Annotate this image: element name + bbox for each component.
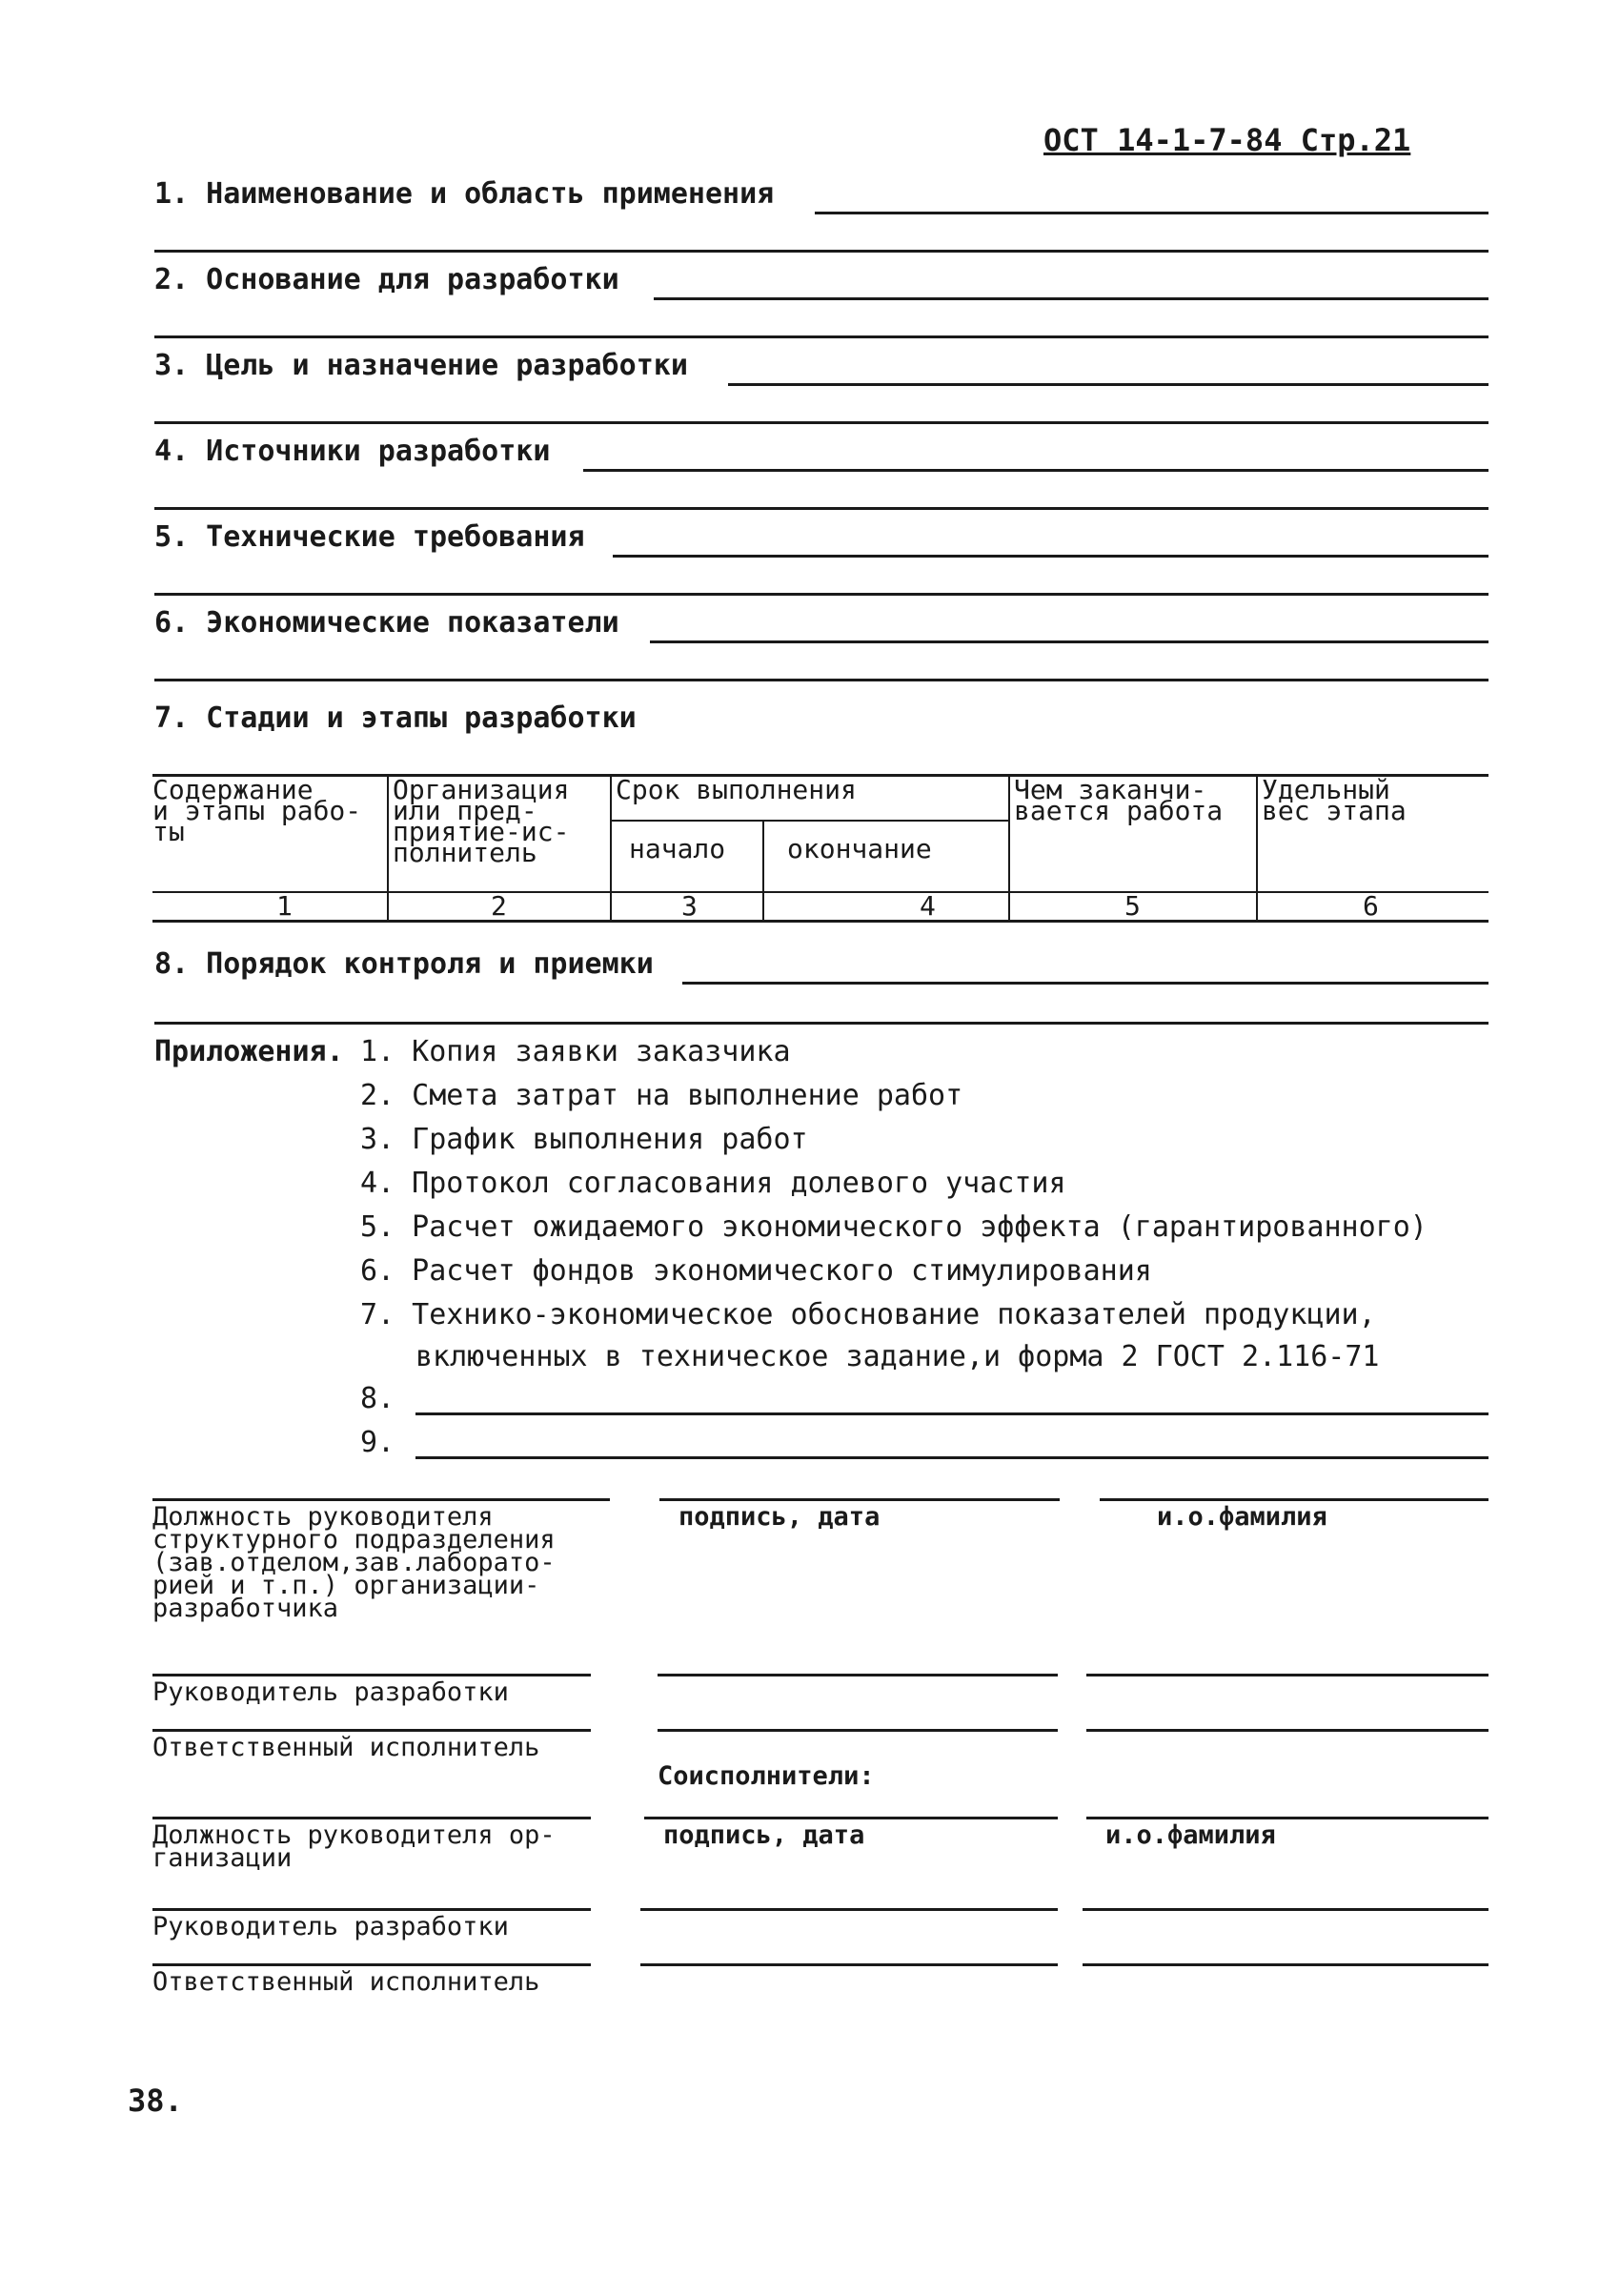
- org-head-label: Должность руководителя ор- ганизации: [152, 1820, 556, 1873]
- section-3-label: 3. Цель и назначение разработки: [154, 349, 688, 382]
- dev-head-label: Руководитель разработки: [152, 1677, 509, 1707]
- col-number-6: 6: [1363, 890, 1379, 922]
- initials-name-caption: и.о.фамилия: [1157, 1502, 1327, 1532]
- table-divider-5: [1256, 774, 1258, 920]
- org-head-top-line: [152, 1817, 591, 1819]
- control-fill-line: [682, 982, 1488, 985]
- table-subheader-line: [610, 820, 1008, 822]
- position-label: Должность руководителя структурного подразделения (зав.отделом,зав.лаборато- рией и т.п.) организации- разработчика: [152, 1502, 556, 1623]
- appendix-item-7: 7. Технико-экономическое обоснование показателей продукции,: [360, 1298, 1376, 1331]
- appendix-item-9-line: [415, 1456, 1488, 1459]
- sign-date-caption: подпись, дата: [678, 1502, 881, 1532]
- dev-head-2-name-line: [1083, 1908, 1488, 1911]
- resp-exec-name-line: [1086, 1729, 1488, 1732]
- section-4-label: 4. Источники разработки: [154, 435, 551, 468]
- dev-head-sign-line: [658, 1674, 1058, 1676]
- control-line-2: [154, 1022, 1488, 1025]
- table-divider-4: [1008, 774, 1010, 920]
- initials-name-caption-2: и.о.фамилия: [1105, 1820, 1276, 1850]
- page-number: 38.: [128, 2083, 183, 2119]
- appendix-item-6: 6. Расчет фондов экономического стимулирования: [360, 1254, 1152, 1288]
- appendix-item-1: 1. Копия заявки заказчика: [360, 1035, 791, 1068]
- table-bottom-border: [152, 920, 1488, 923]
- co-executors-label: Соисполнители:: [658, 1761, 875, 1791]
- dev-head-top-line: [152, 1674, 591, 1676]
- section-5-line-2: [154, 593, 1488, 596]
- section-6-label: 6. Экономические показатели: [154, 606, 619, 640]
- section-5-fill-line: [613, 555, 1488, 558]
- appendix-item-5: 5. Расчет ожидаемого экономического эффекта (гарантированного): [360, 1210, 1428, 1244]
- col-2-header: Организация или пред- приятие-ис- полнитель: [393, 774, 570, 868]
- dev-head-2-label: Руководитель разработки: [152, 1912, 509, 1941]
- section-1-fill-line: [815, 212, 1488, 214]
- section-2-label: 2. Основание для разработки: [154, 263, 619, 296]
- document-code: ОСТ 14-1-7-84 Стр.21: [1043, 122, 1411, 158]
- resp-exec-2-top-line: [152, 1963, 591, 1966]
- table-header-bottom: [152, 891, 1488, 893]
- appendix-item-4: 4. Протокол согласования долевого участия: [360, 1167, 1066, 1200]
- org-sign-top-line: [644, 1817, 1058, 1819]
- sig-date-top-line: [659, 1498, 1060, 1501]
- col-1-header: Содержание и этапы рабо- ты: [152, 774, 362, 847]
- section-4-fill-line: [583, 469, 1488, 472]
- col-number-4: 4: [920, 890, 936, 922]
- col-number-5: 5: [1124, 890, 1141, 922]
- sig-name-top-line: [1100, 1498, 1488, 1501]
- section-1-line-2: [154, 250, 1488, 253]
- resp-exec-sign-line: [658, 1729, 1058, 1732]
- sign-date-caption-2: подпись, дата: [663, 1820, 865, 1850]
- section-3-fill-line: [728, 383, 1488, 386]
- org-name-top-line: [1086, 1817, 1488, 1819]
- col-3-4-header: Срок выполнения: [616, 774, 857, 805]
- col-3-header: начало: [629, 833, 726, 864]
- col-number-2: 2: [491, 890, 507, 922]
- section-4-line-2: [154, 507, 1488, 510]
- table-divider-2: [610, 774, 612, 920]
- appendix-item-9: 9.: [360, 1426, 395, 1459]
- col-5-header: Чем заканчи- вается работа: [1014, 774, 1224, 826]
- col-number-3: 3: [681, 890, 698, 922]
- appendix-item-7-cont: включенных в техническое задание,и форма 2 ГОСТ 2.116-71: [415, 1340, 1380, 1373]
- table-divider-3: [762, 822, 764, 920]
- sig-position-top-line: [152, 1498, 610, 1501]
- appendix-item-8: 8.: [360, 1382, 395, 1415]
- resp-exec-top-line: [152, 1729, 591, 1732]
- col-4-header: окончание: [787, 833, 932, 864]
- section-6-line-2: [154, 679, 1488, 681]
- appendix-item-3: 3. График выполнения работ: [360, 1123, 808, 1156]
- dev-head-2-top-line: [152, 1908, 591, 1911]
- dev-head-2-sign-line: [640, 1908, 1058, 1911]
- section-2-fill-line: [654, 297, 1488, 300]
- dev-head-name-line: [1086, 1674, 1488, 1676]
- section-5-label: 5. Технические требования: [154, 520, 585, 554]
- col-6-header: Удельный вес этапа: [1262, 774, 1407, 826]
- section-6-fill-line: [650, 640, 1488, 643]
- resp-exec-2-sign-line: [640, 1963, 1058, 1966]
- section-3-line-2: [154, 421, 1488, 424]
- resp-exec-label: Ответственный исполнитель: [152, 1733, 540, 1762]
- appendix-item-2: 2. Смета затрат на выполнение работ: [360, 1079, 963, 1112]
- appendices-title: Приложения.: [154, 1035, 344, 1068]
- section-1-label: 1. Наименование и область применения: [154, 177, 775, 211]
- table-divider-1: [387, 774, 389, 920]
- control-label: 8. Порядок контроля и приемки: [154, 947, 654, 981]
- col-number-1: 1: [276, 890, 293, 922]
- section-2-line-2: [154, 335, 1488, 338]
- appendix-item-8-line: [415, 1412, 1488, 1415]
- section-7-label: 7. Стадии и этапы разработки: [154, 701, 637, 735]
- resp-exec-2-name-line: [1083, 1963, 1488, 1966]
- resp-exec-2-label: Ответственный исполнитель: [152, 1967, 540, 1997]
